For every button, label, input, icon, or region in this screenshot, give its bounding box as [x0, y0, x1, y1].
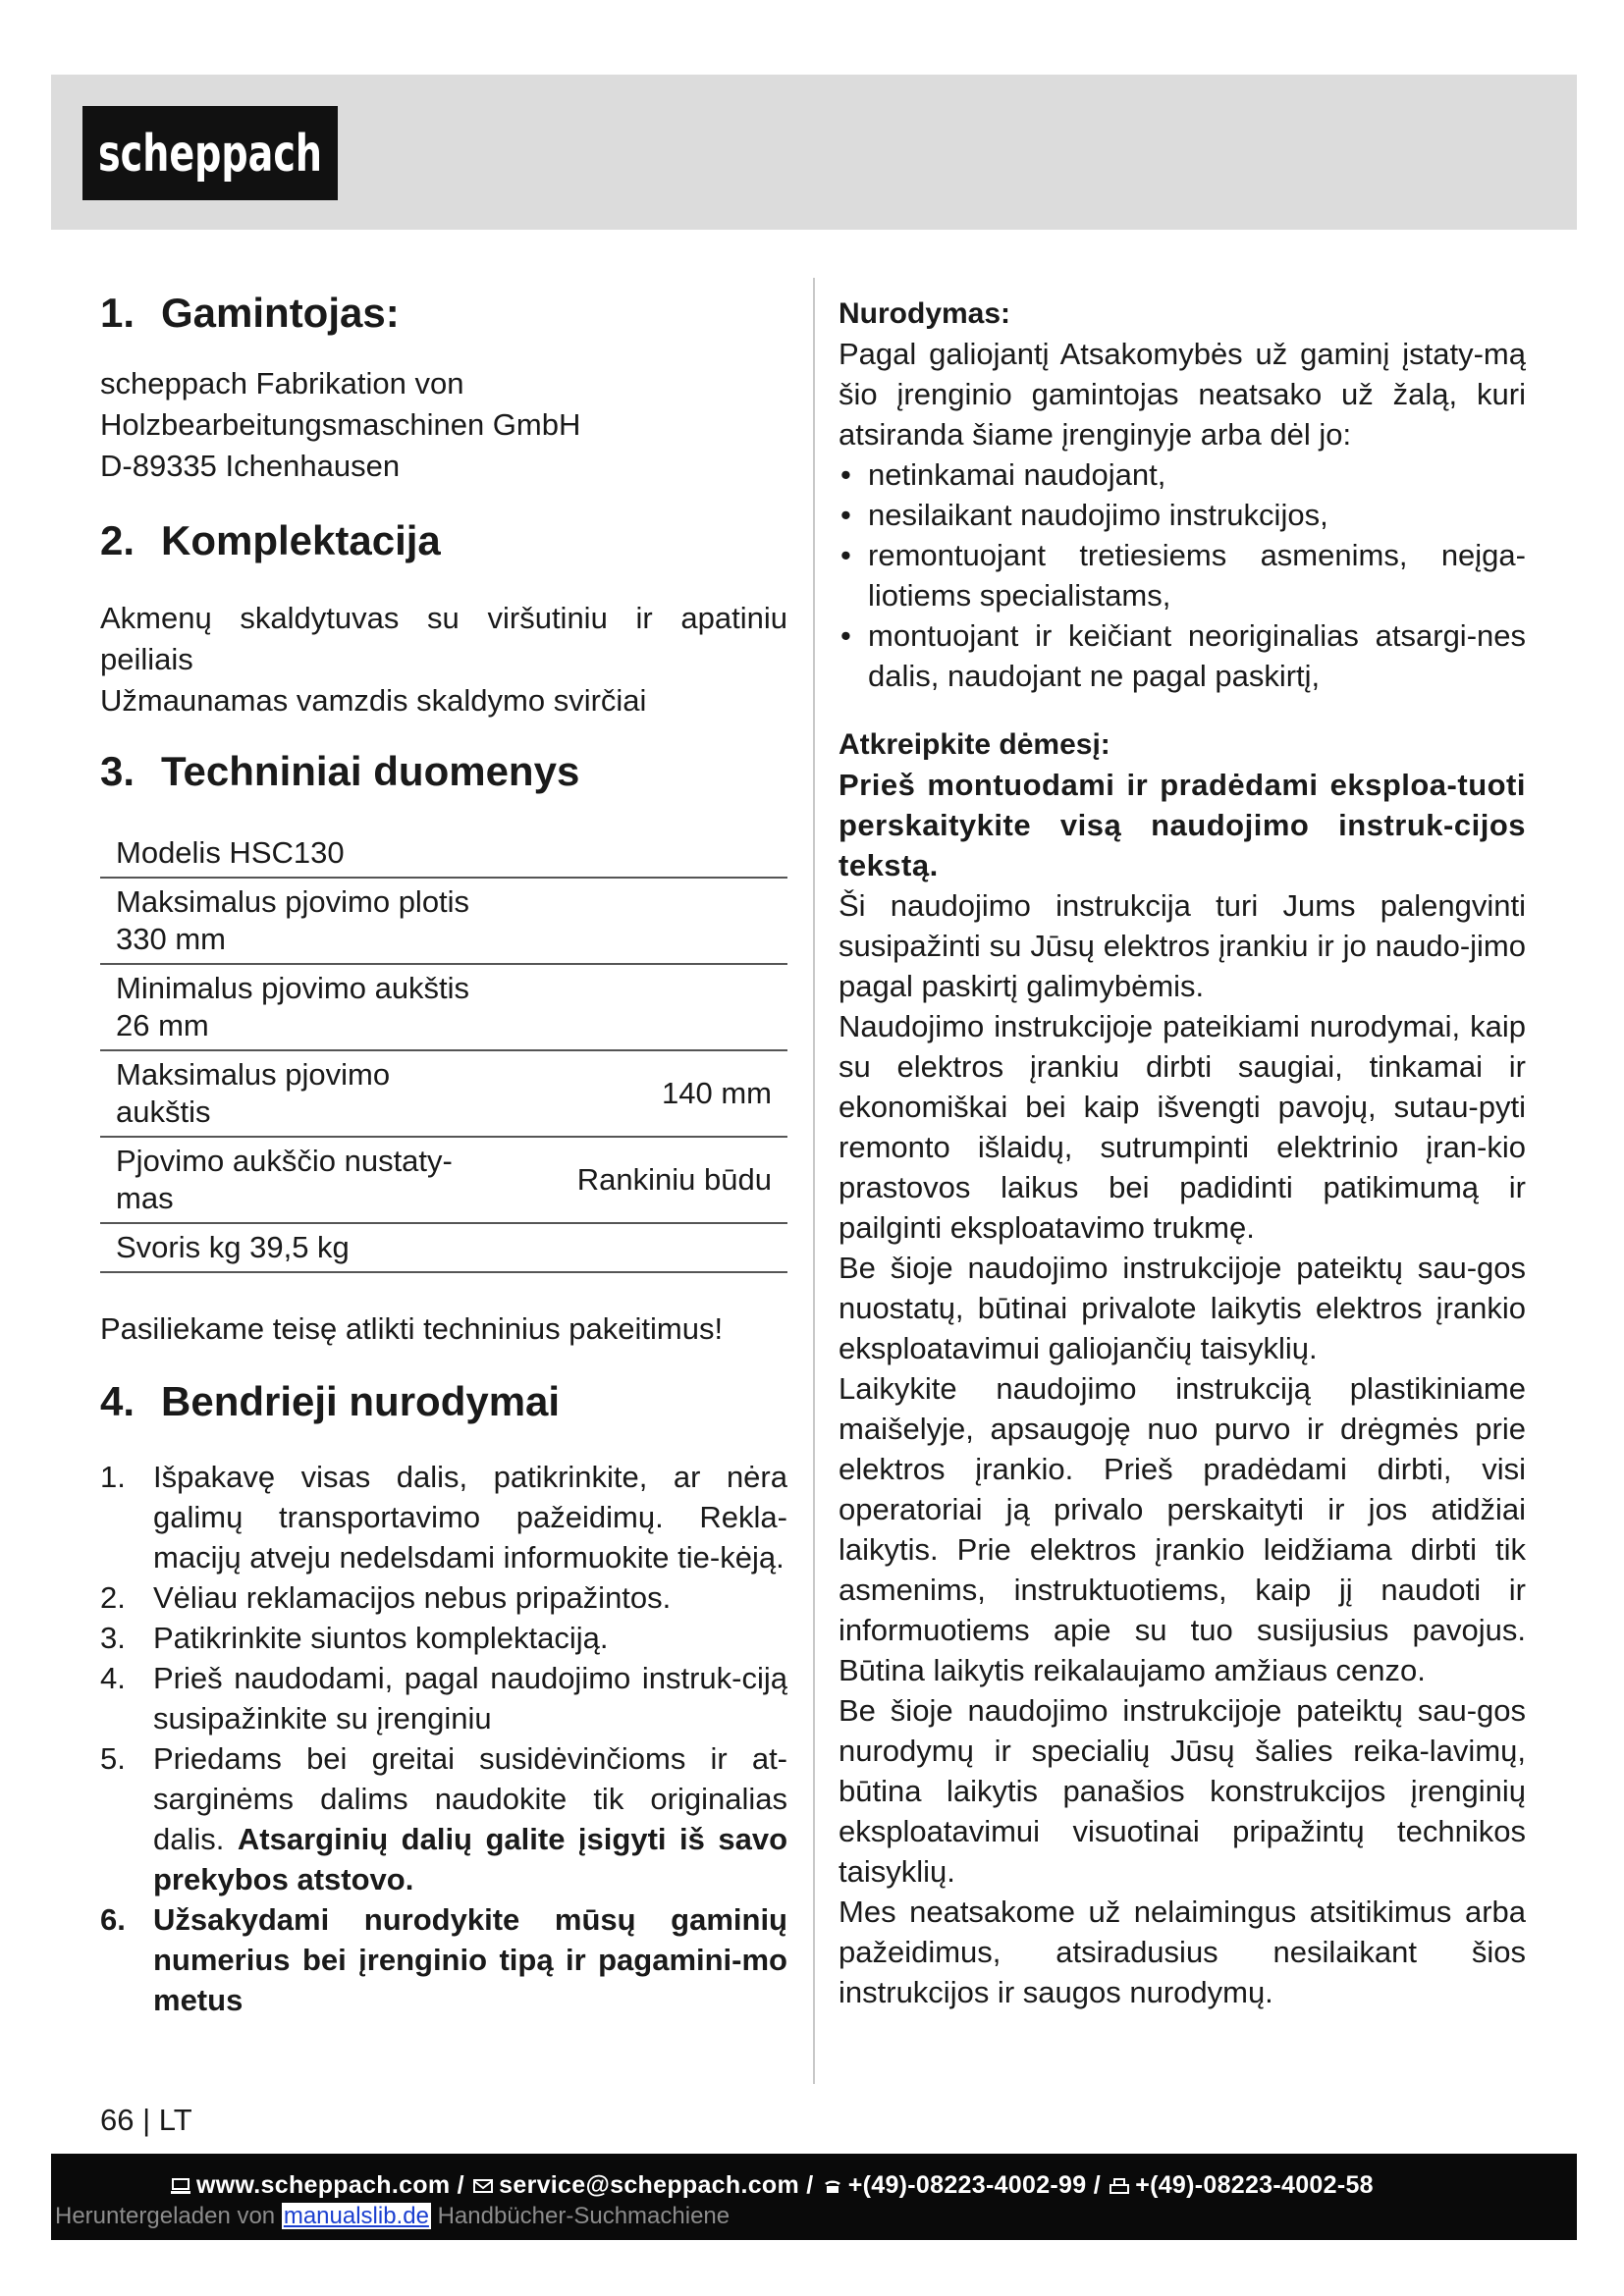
- phone-icon: [823, 2178, 842, 2194]
- column-divider: [813, 278, 815, 2084]
- manualslib-link[interactable]: manualslib.de: [283, 2203, 429, 2229]
- footer-contact: www.scheppach.com / service@scheppach.com / +(49)-08223-4002-99 / +(49)-08223-4002-58: [169, 2171, 1374, 2200]
- heading-manufacturer: 1. Gamintojas:: [100, 290, 400, 336]
- delivery-item: Užmaunamas vamzdis skaldymo svirčiai: [100, 682, 647, 718]
- left-column: [100, 281, 787, 2020]
- paragraph: Be šioje naudojimo instrukcijoje pateiktų sau-gos nuostatų, būtinai privalote laikytis elektros įrankio eksploatavimui galiojančių taisyklių.: [839, 1251, 1526, 1365]
- technical-data-table: [100, 829, 787, 1273]
- phone-number: +(49)-08223-4002-99: [847, 2171, 1087, 2199]
- table-row: [100, 1223, 787, 1272]
- spec-label: Modelis HSC130: [116, 835, 345, 871]
- address-line: scheppach Fabrikation von: [100, 366, 464, 401]
- list-item: 4. Prieš naudodami, pagal naudojimo instruk-ciją susipažinkite su įrenginiu: [100, 1660, 787, 1735]
- spec-value: [491, 829, 787, 878]
- liability-intro: Pagal galiojantį Atsakomybės už gaminį įstaty-mą šio įrenginio gamintojas neatsako už žalą, kuri atsiranda šiame įrenginyje arba dėl jo:: [839, 337, 1526, 452]
- download-notice: Heruntergeladen von manualslib.de Handbücher-Suchmachiene: [55, 2203, 731, 2229]
- list-item: 6. Užsakydami nurodykite mūsų gaminių numerius bei įrenginio tipą ir pagamini-mo metus: [100, 1901, 787, 2017]
- table-row: [100, 964, 787, 1050]
- delivery-item: Akmenų skaldytuvas su viršutiniu ir apatiniu peiliais: [100, 600, 787, 676]
- list-item: 1. Išpakavę visas dalis, patikrinkite, ar nėra galimų transportavimo pažeidimų. Rekla-macijų atveju nedelsdami informuokite tie-kėją.: [100, 1459, 787, 1575]
- address-line: Holzbearbeitungsmaschinen GmbH: [100, 407, 581, 443]
- spec-value: Rankiniu būdu: [576, 1162, 772, 1198]
- footer-bar: [51, 2154, 1577, 2240]
- paragraph: Mes neatsakome už nelaimingus atsitikimus arba pažeidimus, atsiradusius nesilaikant šios instrukcijos ir saugos nurodymų.: [839, 1895, 1526, 2009]
- fax-number: +(49)-08223-4002-58: [1135, 2171, 1374, 2199]
- manufacturer-address: [100, 363, 787, 487]
- heading-scope-of-delivery: 2. Komplektacija: [100, 517, 441, 564]
- attention-heading: Atkreipkite dėmesį:: [839, 728, 1110, 761]
- paragraph: Naudojimo instrukcijoje pateikiami nurodymai, kaip su elektros įrankiu dirbti saugiai, tinkamai ir ekonomiškai bei kaip išvengti pavojų, sutau-pyti remonto išlaidų, sutrumpinti elektrinio įran-kio prastovos laikus bei padidinti patikimumą ir pailginti eksploatavimo trukmę.: [839, 1009, 1526, 1245]
- liability-bullets: [839, 454, 1526, 696]
- attention-bold-paragraph: Prieš montuodami ir pradėdami eksploa-tuoti perskaitykite visą naudojimo instruk-cijos tekstą.: [839, 768, 1526, 882]
- table-row: [100, 1137, 787, 1223]
- spec-label: Maksimalus pjovimo plotis 330 mm: [116, 884, 470, 957]
- general-notes-list: [100, 1457, 787, 2020]
- list-item: • remontuojant tretiesiems asmenims, neįga-liotiems specialistams,: [839, 535, 1526, 615]
- spec-value: 140 mm: [662, 1076, 772, 1111]
- website-link[interactable]: www.scheppach.com: [196, 2171, 451, 2199]
- note-heading: Nurodymas:: [839, 297, 1011, 330]
- list-item: 2. Vėliau reklamacijos nebus pripažintos.: [100, 1579, 672, 1615]
- fax-icon: [1110, 2178, 1129, 2194]
- spec-label: Svoris kg 39,5 kg: [116, 1230, 350, 1265]
- email-link[interactable]: service@scheppach.com: [499, 2171, 799, 2199]
- list-item: • montuojant ir keičiant neoriginalias atsargi-nes dalis, naudojant ne pagal paskirtį,: [839, 615, 1526, 696]
- address-line: D-89335 Ichenhausen: [100, 449, 401, 484]
- mail-icon: [473, 2178, 493, 2194]
- heading-technical-data: 3. Techniniai duomenys: [100, 747, 580, 794]
- page-number: 66 | LT: [100, 2103, 192, 2137]
- heading-general-notes: 4. Bendrieji nurodymai: [100, 1378, 561, 1425]
- paragraph: Be šioje naudojimo instrukcijoje pateiktų sau-gos nurodymų ir specialių Jūsų šalies reika-lavimų, būtina laikytis panašios konstrukcijos įrenginių eksploatavimui visuotinai pripažintų technikos taisyklių.: [839, 1693, 1526, 1889]
- technical-changes-disclaimer: Pasiliekame teisę atlikti techninius pakeitimus!: [100, 1311, 724, 1347]
- spec-value: [491, 878, 787, 964]
- spec-value: [491, 1223, 787, 1272]
- spec-label: Minimalus pjovimo aukštis 26 mm: [116, 971, 470, 1043]
- computer-icon: [171, 2178, 190, 2194]
- paragraph: Ši naudojimo instrukcija turi Jums palengvinti susipažinti su Jūsų elektros įrankiu ir jo naudo-jimo pagal paskirtį galimybėmis.: [839, 888, 1526, 1003]
- list-item: 3. Patikrinkite siuntos komplektaciją.: [100, 1620, 609, 1655]
- list-item: • netinkamai naudojant,: [839, 454, 1526, 495]
- table-row: [100, 1050, 787, 1137]
- paragraph: Laikykite naudojimo instrukciją plastikiniame maišelyje, apsaugoję nuo purvo ir drėgmės prie elektros įrankio. Prieš pradėdami dirbti, visi operatoriai ją privalo perskaityti ir jos atidžiai laikytis. Prie elektros įrankio leidžiama dirbti tik asmenims, instruktuotiems, kaip jį naudoti ir informuotiems apie su tuo susijusius pavojus. Būtina laikytis reikalaujamo amžiaus cenzo.: [839, 1371, 1526, 1687]
- spec-label: Maksimalus pjovimo aukštis: [116, 1057, 391, 1130]
- right-column: [839, 294, 1526, 2012]
- list-item: • nesilaikant naudojimo instrukcijos,: [839, 495, 1526, 535]
- list-item: 5. Priedams bei greitai susidėvinčioms ir at-sarginėms dalims naudokite tik originalias dalis. Atsarginių dalių galite įsigyti iš savo prekybos atstovo.: [100, 1740, 787, 1896]
- spec-label: Pjovimo aukščio nustaty-mas: [116, 1144, 453, 1216]
- table-row: [100, 878, 787, 964]
- logo-text: scheppach: [98, 125, 322, 184]
- table-row: [100, 829, 787, 878]
- scheppach-logo: [82, 106, 338, 200]
- spec-value: [491, 964, 787, 1050]
